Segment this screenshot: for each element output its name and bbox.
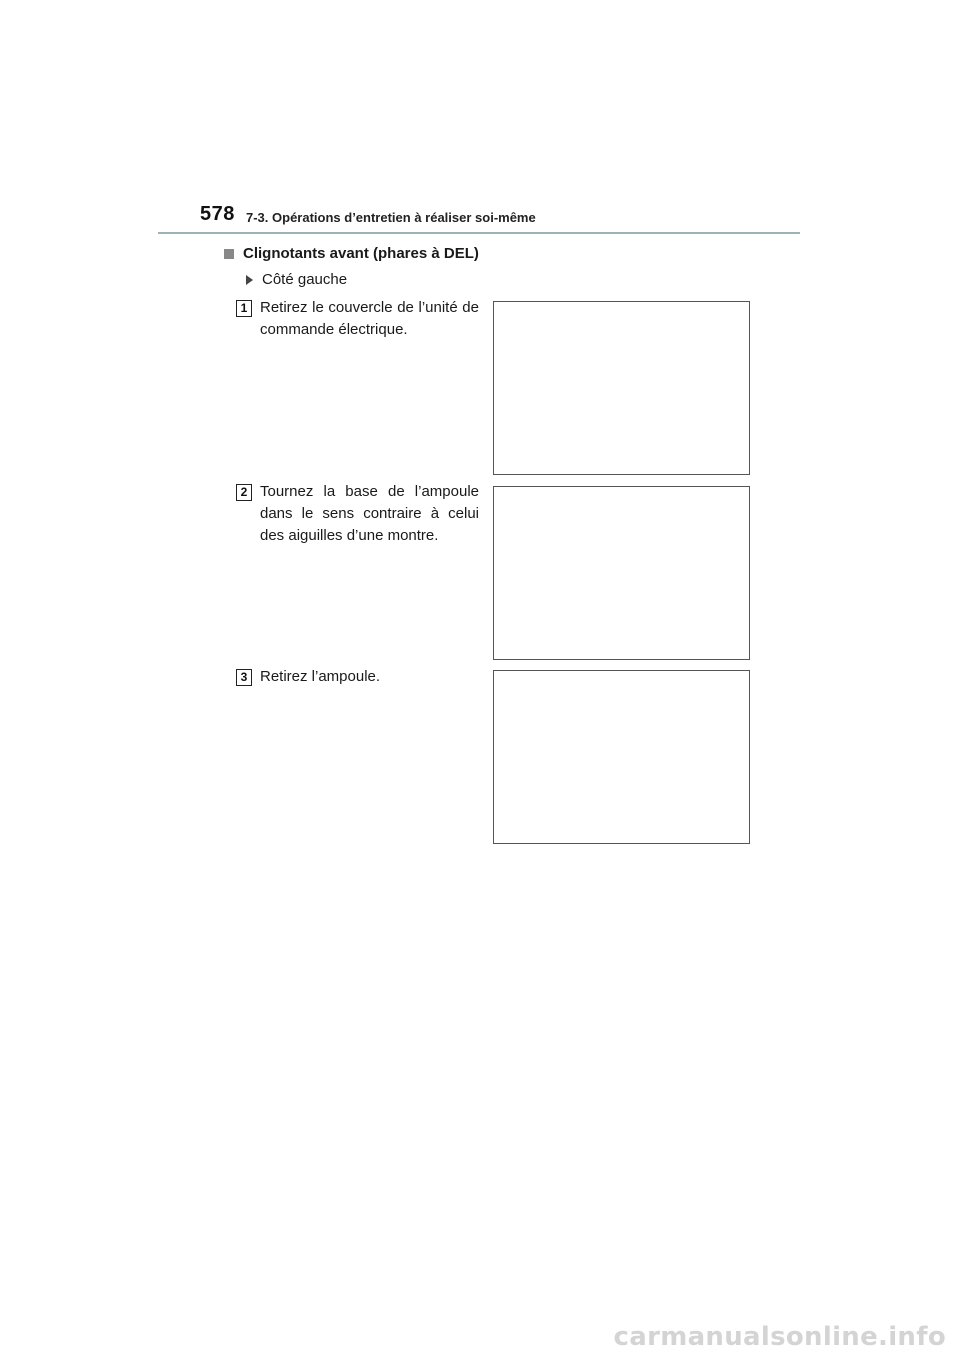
header-rule xyxy=(158,232,800,234)
sub-heading xyxy=(246,271,347,288)
step-illustration-2 xyxy=(493,486,750,660)
page-number: 578 xyxy=(200,203,235,225)
section-heading-text: Clignotants avant (phares à DEL) xyxy=(243,245,479,262)
sub-heading-text: Côté gauche xyxy=(262,271,348,288)
step-number-2: 2 xyxy=(236,484,252,501)
chapter-title: 7-3. Opérations d’entretien à réaliser soi-même xyxy=(246,210,536,225)
step-text-3: Retirez l’ampoule. xyxy=(260,668,381,685)
step-number-3: 3 xyxy=(236,669,252,686)
step-illustration-1 xyxy=(493,301,750,475)
step-number-1: 1 xyxy=(236,300,252,317)
watermark: carmanualsonline.info xyxy=(613,1322,946,1352)
step-text-1: Retirez le couvercle de l’unité de commande électrique. xyxy=(260,299,479,338)
square-bullet-icon xyxy=(224,249,234,259)
triangle-bullet-icon xyxy=(246,275,253,285)
step-illustration-3 xyxy=(493,670,750,844)
step-text-2: Tournez la base de l’ampoule dans le sens contraire à celui des aiguilles d’une montre. xyxy=(260,483,479,544)
section-heading xyxy=(224,245,479,262)
